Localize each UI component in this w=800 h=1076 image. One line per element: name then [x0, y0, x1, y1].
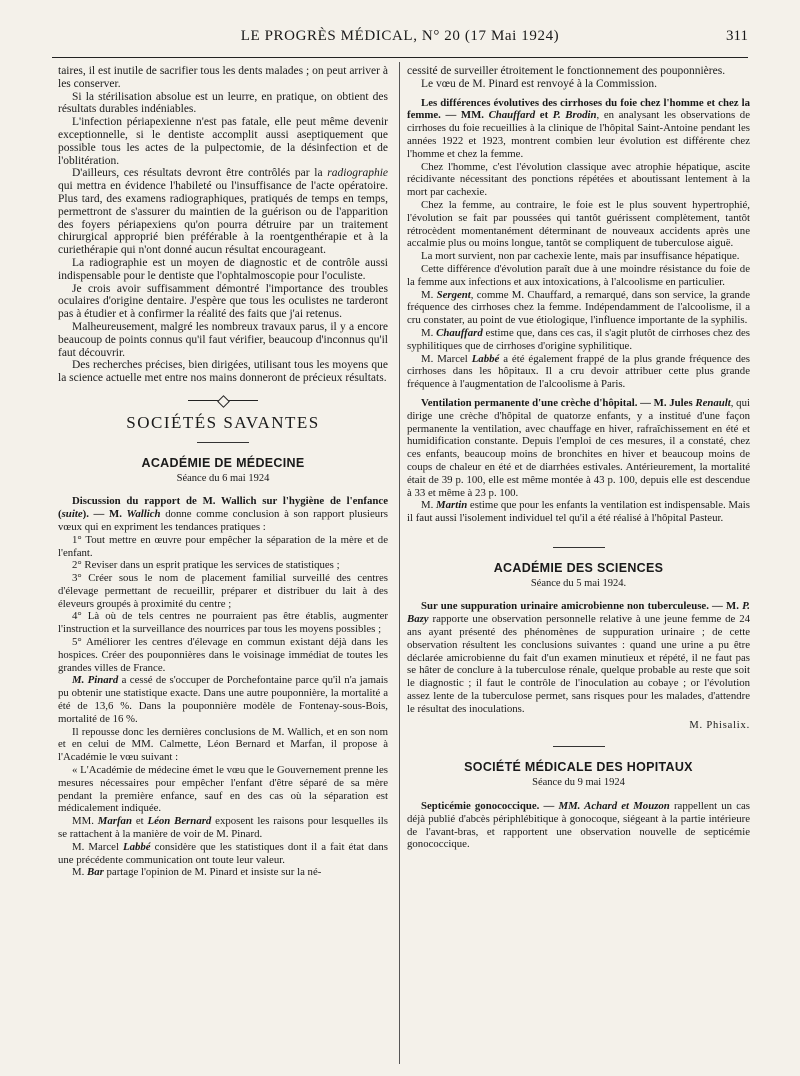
text-run: M. [421, 499, 437, 512]
text-run: , en analysant les observations de cirrhoses du foie recueillies à la clinique de l'hôpital Saint-Antoine pendant les années 1922 et 1923, montrent combien leur évolution est différente chez l'homme et chez la femme. [407, 109, 750, 160]
paragraph [58, 815, 388, 841]
text-run: MM. [72, 815, 98, 828]
text-run: a cessé de s'occuper de Porchefontaine parce qu'il n'a jamais pu obtenir une statistique exacte. Dans une autre pouponnière, la mortalité a été de 13,6 %. Dans la pouponnière modèle de Fontenay-sous-Bois, mortalité de 16 %. [58, 674, 388, 725]
short-rule [197, 442, 249, 443]
paragraph [58, 674, 388, 725]
paragraph [407, 800, 750, 851]
list-item: 5° Améliorer les centres d'élevage en commun existant déjà dans les hospices. Créer des pouponnières dans le voisinage immédiat de toutes les grandes villes de France. [58, 636, 388, 674]
text-run: D'ailleurs, ces résultats devront être contrôlés par la [72, 167, 328, 180]
signature: M. Phisalix. [689, 719, 750, 731]
text-run: considère que les statistiques dont il a fait état dans une précédente communication ont toute leur valeur. [58, 840, 388, 866]
text-run: estime que, dans ces cas, il s'agit plutôt de cirrhoses chez des syphilitiques que de cirrhoses d'origine syphilitique. [407, 326, 750, 352]
page-number: 311 [726, 28, 748, 44]
text-run: rappellent un cas déjà publié d'abcès périphlébitique à gonocoque, siégeant à la partie intérieure de l'avant-bras, et rapportent une observation nouvelle de septicémie gonococcique. [407, 800, 750, 851]
left-column [58, 65, 388, 879]
paragraph: Si la stérilisation absolue est un leurre, en pratique, on obtient des résultats durables indéniables. [58, 90, 388, 116]
running-title: LE PROGRÈS MÉDICAL, N° 20 (17 Mai 1924) [240, 28, 560, 44]
session-date: Séance du 9 mai 1924 [532, 777, 625, 789]
academy-heading: ACADÉMIE DES SCIENCES [493, 560, 664, 575]
paragraph [407, 397, 750, 499]
paragraph [407, 97, 750, 161]
paragraph: Des recherches précises, bien dirigées, utilisant tous les moyens que la science actuelle met entre nos mains donneront de précieux résultats. [58, 359, 388, 385]
paragraph: Chez la femme, au contraire, le foie est le plus souvent hypertrophié, l'évolution se fait par poussées qui tantôt guérissent complètement, tantôt rétrocèdent momentanément déterminant de nouveaux accidents après une accalmie plus ou moins longue, tantôt se compliquent de tuberculose aiguë. [407, 198, 750, 250]
paragraph: L'infection périapexienne n'est pas fatale, elle peut même devenir exceptionnelle, si le dentiste accomplit aussi aseptiquement que possible tous les actes de la pulpectomie, de la désinfection et de l'oblitération. [58, 116, 388, 167]
page-header [0, 28, 800, 52]
paragraph: La mort survient, non par cachexie lente, mais par insuffisance hépatique. [421, 250, 740, 263]
text-run: Discussion du rapport de M. Wallich sur l'hygiène de l'enfance ( [58, 495, 388, 521]
person-name: Sergent [436, 288, 471, 301]
session-date: Séance du 5 mai 1924. [530, 577, 627, 589]
list-item: 2° Reviser dans un esprit pratique les services de statistiques ; [72, 559, 340, 572]
person-name: M. Pinard [72, 674, 119, 687]
paragraph: cessité de surveiller étroitement le fonctionnement des pouponnières. [407, 65, 726, 77]
person-name: Martin [436, 499, 468, 512]
paragraph [407, 600, 750, 715]
paragraph [58, 841, 388, 867]
italic-term: suite [61, 508, 83, 521]
session-date: Séance du 6 mai 1924 [176, 472, 270, 484]
paragraph [407, 327, 750, 353]
text-run: M. [421, 288, 437, 301]
list-item: 4° Là où de tels centres ne pourraient pas être établis, augmenter l'instruction et la surveillance des nourrices par tous les moyens possibles ; [58, 610, 388, 636]
person-name: Bar [87, 866, 104, 879]
person-name: Renault [695, 396, 731, 409]
text-run: donne comme conclusion à son rapport plusieurs vœux qui en expriment les tendances pratiques : [58, 508, 388, 533]
paragraph [58, 495, 388, 533]
text-run: Septicémie gonococcique. — [421, 800, 559, 813]
ornament-divider [188, 397, 258, 405]
text-run: estime que pour les enfants la ventilation est indispensable. Mais il faut aussi l'isolement individuel tel qu'il a été réalisé à l'hôpital Pasteur. [407, 499, 751, 525]
paragraph [407, 289, 750, 327]
text-run: rapporte une observation personnelle relative à une jeune femme de 24 ans ayant présenté des phénomènes de suppuration urinaire ; de cette observation résultent les conclusions suivantes : quand une urine a pu être déclarée amicrobienne du fait d'un examen minutieux et répété, il ne faut pas se hâter de conclure à la tuberculose rénale, quelque probable au reste que soit le diagnostic ; il faut le contrôle de l'inoculation au cobaye ; or l'évolution assez lente de la tuberculose permet, sans risques pour les malades, d'attendre le résultat des inoculations. [407, 613, 750, 715]
text-run: , comme M. Chauffard, a remarqué, dans son service, la grande fréquence des cirrhoses chez la femme. Indépendamment de l'alcoolisme, il a cru constater, au point de vue étiologique, l'influence importante de la syphilis. [407, 288, 750, 327]
paragraph: Chez l'homme, c'est l'évolution classique avec atrophie hépatique, ascite récidivante nécessitant des ponctions répétées et aboutissant lentement à la mort par cachexie. [407, 160, 750, 199]
list-item: 3° Créer sous le nom de placement familial surveillé des centres d'élevage permettant de recueillir, préparer et distribuer du lait à des éleveurs groupés à proximité du centre ; [58, 572, 388, 610]
person-name: Chauffard [436, 326, 483, 339]
academy-heading: ACADÉMIE DE MÉDECINE [141, 455, 305, 470]
person-name: P. Brodin [552, 109, 597, 122]
text-run: qui mettra en évidence l'habileté ou l'insuffisance de l'acte opératoire. Plus tard, des examens radiographiques, pratiqués de temps en temps, permettront de s'assurer du maintien de la guérison ou de l'apparition des foyers périapexiens qu'on pourra détruire par un traitement chirurgical approprié bien préférable à la roentgenthérapie et à la curiethérapie qui n'ont donné aucun résultat encourageant. [58, 180, 388, 257]
text-run: et [131, 815, 148, 828]
text-run: Les différences évolutives des cirrhoses du foie chez l'homme et chez la femme. — MM. [407, 96, 750, 122]
text-run: ). — M. [82, 508, 127, 521]
text-run: a été également frappé de la plus grande fréquence des cirrhoses dans les hôpitaux. Il a cru devoir attribuer cette plus grande fréquence à l'augmentation de l'alcoolisme à Paris. [407, 352, 751, 391]
paragraph [407, 499, 750, 525]
person-name: Wallich [126, 508, 161, 521]
text-run: M. [72, 866, 87, 879]
person-name: Marfan [97, 815, 132, 828]
person-name: Léon Bernard [147, 815, 212, 828]
paragraph [58, 167, 388, 257]
paragraph: Malheureusement, malgré les nombreux travaux parus, il y a encore beaucoup de points connus qu'il faut vérifier, beaucoup d'inconnus qu'il faut découvrir. [58, 320, 388, 359]
paragraph: Le vœu de M. Pinard est renvoyé à la Commission. [421, 77, 658, 90]
section-title: SOCIÉTÉS SAVANTES [126, 412, 320, 432]
academy-heading: SOCIÉTÉ MÉDICALE DES HOPITAUX [464, 760, 693, 775]
person-name: Chauffard [488, 109, 536, 122]
text-run: partage l'opinion de M. Pinard et insiste sur la né- [103, 866, 322, 879]
text-run: M. Marcel [72, 840, 124, 853]
person-name: MM. Achard et Mouzon [558, 800, 670, 813]
paragraph: taires, il est inutile de sacrifier tous les dents malades ; on peut arriver à les conserver. [58, 65, 388, 90]
paragraph: Je crois avoir suffisamment démontré l'importance des troubles oculaires d'origine dentaire. J'espère que tous les oculistes ne tarderont pas à étudier et à confirmer la réalité des faits que j'ai retenus. [58, 282, 388, 321]
person-name: P. Bazy [407, 600, 750, 626]
short-rule [553, 746, 605, 747]
paragraph [407, 353, 750, 391]
text-run: M. [421, 326, 437, 339]
header-rule [52, 57, 748, 58]
paragraph: « L'Académie de médecine émet le vœu que le Gouvernement prenne les mesures nécessaires pour empêcher l'enfant d'être séparé de sa mère pendant la première enfance, sauf en des cas où la séparation est médicalement indiquée. [58, 764, 388, 815]
text-run: , qui dirige une crèche d'hôpital de quatorze enfants, y a institué d'une façon permanente la ventilation, avec chauffage en hiver, rafraîchissement en été et humidification constante. Depuis l'emploi de ces mesures, il a constaté, chez ces enfants, beaucoup moins de bronchites en hiver et beaucoup moins de coups de chaleur en été et de diarrhées estivales. Antérieurement, la mortalité était de 39 p. 100, elle est même montée à 43 p. 100, depuis elle est descendue à 33 et même à 23 p. 100. [407, 396, 750, 499]
column-divider [399, 62, 400, 1064]
person-name: Labbé [123, 840, 151, 853]
text-run: et [535, 109, 553, 122]
paragraph [58, 866, 388, 879]
list-item: 1° Tout mettre en œuvre pour empêcher la séparation de la mère et de l'enfant. [58, 533, 388, 559]
text-run: M. Marcel [421, 352, 472, 365]
italic-term: radiographie [327, 167, 388, 180]
person-name: Labbé [471, 352, 500, 365]
paragraph: Cette différence d'évolution paraît due à une moindre résistance du foie de la femme aux infections et aux intoxications, à l'alcoolisme en particulier. [407, 262, 750, 288]
text-run: exposent les raisons pour lesquelles ils se rattachent à la manière de voir de M. Pinard. [58, 815, 388, 841]
text-run: Sur une suppuration urinaire amicrobienne non tuberculeuse. — M. [421, 600, 743, 613]
right-column [407, 65, 750, 851]
paragraph: Il repousse donc les dernières conclusions de M. Wallich, et en son nom et en celui de MM. Calmette, Léon Bernard et Marfan, il propose à l'Académie le vœu suivant : [58, 725, 388, 764]
text-run: Ventilation permanente d'une crèche d'hôpital. — M. Jules [421, 396, 696, 409]
short-rule [553, 547, 605, 548]
paragraph: La radiographie est un moyen de diagnostic et de contrôle aussi indispensable pour le dentiste que l'ophtalmoscopie pour l'oculiste. [58, 256, 388, 282]
